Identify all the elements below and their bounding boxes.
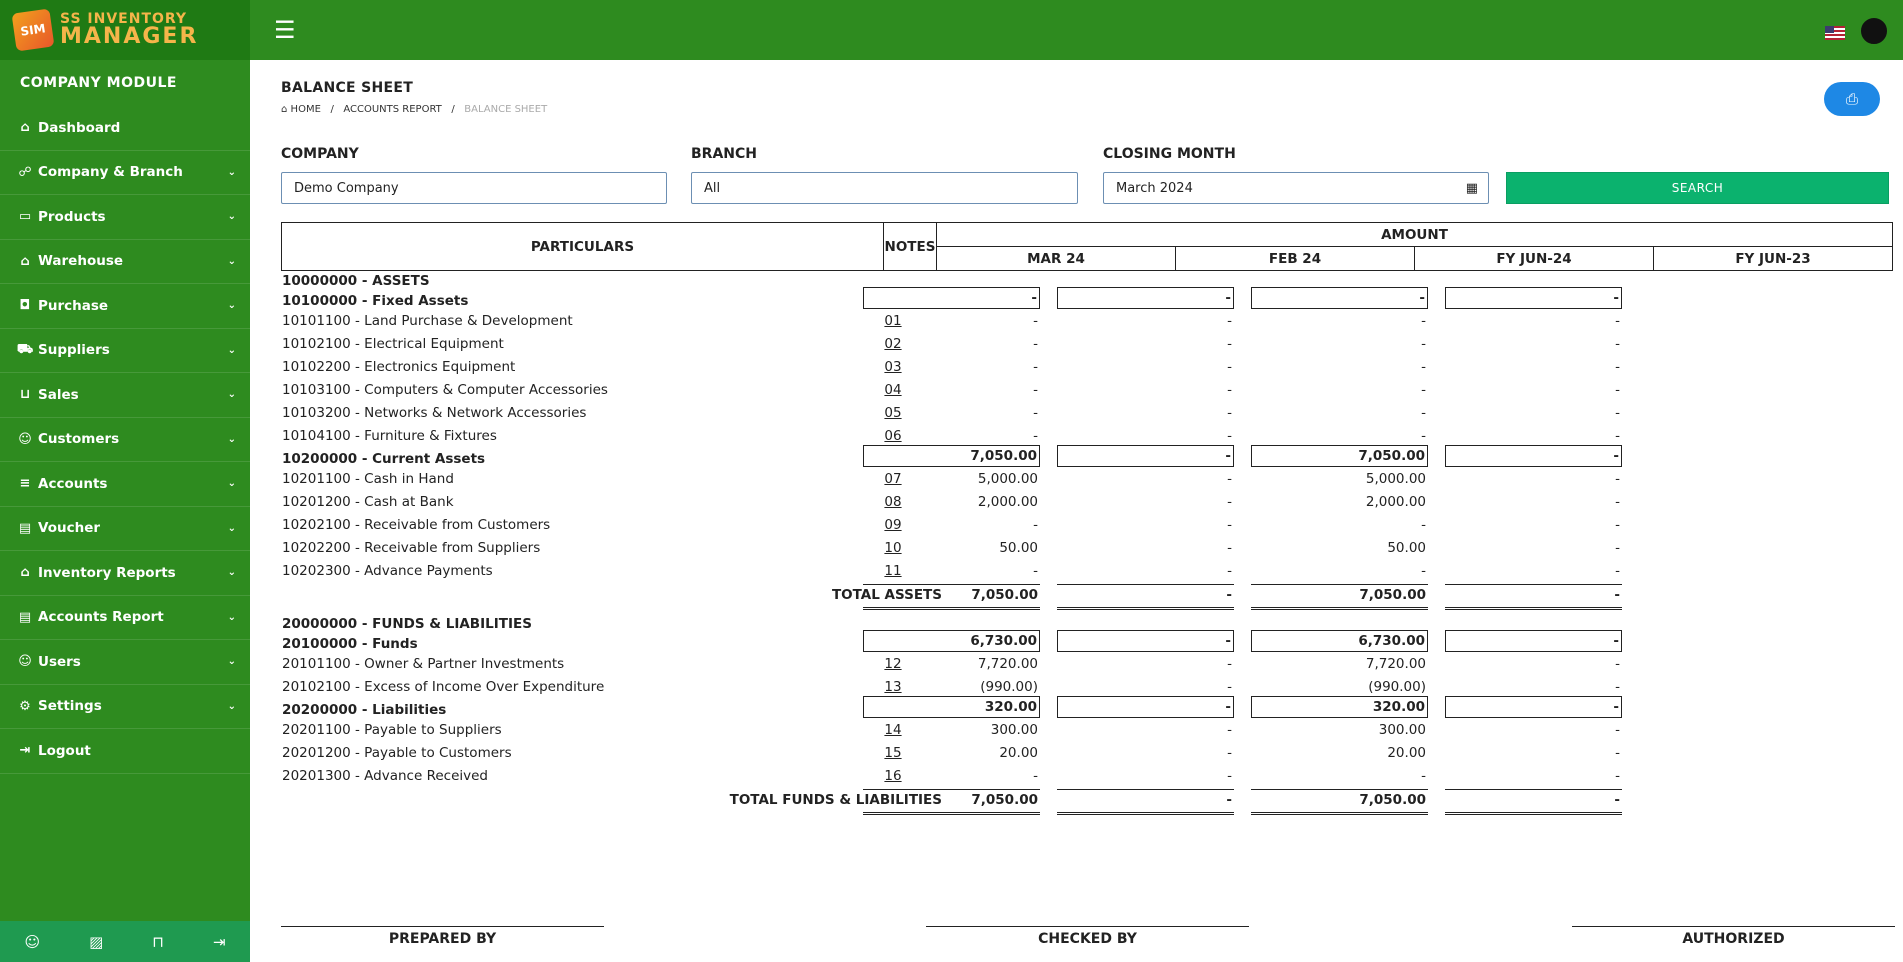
closing-month-input[interactable] bbox=[1103, 172, 1489, 204]
table-row bbox=[281, 333, 1893, 356]
total-label: TOTAL FUNDS & LIABILITIES bbox=[729, 792, 942, 808]
chevron-down-icon: ⌄ bbox=[227, 656, 236, 668]
sidebar-item-label: Users bbox=[38, 653, 81, 670]
note-link[interactable]: 09 bbox=[884, 517, 902, 533]
amount-cell: 7,050.00 bbox=[1251, 445, 1428, 467]
amount-cell: 6,730.00 bbox=[863, 630, 1040, 652]
amount-cell: - bbox=[1227, 494, 1232, 510]
table-row bbox=[281, 537, 1893, 560]
amount-cell: - bbox=[1445, 789, 1622, 815]
amount-cell: - bbox=[1445, 630, 1622, 652]
sidebar-item-logout[interactable] bbox=[0, 729, 250, 774]
table-row bbox=[281, 699, 1893, 719]
notes-header: NOTES bbox=[883, 222, 937, 271]
column-header: FY JUN-24 bbox=[1414, 246, 1654, 271]
table-row bbox=[281, 379, 1893, 402]
sidebar-item-label: Company & Branch bbox=[38, 164, 183, 181]
amount-cell: - bbox=[1033, 768, 1038, 784]
amount-cell: - bbox=[1057, 696, 1234, 718]
chevron-down-icon: ⌄ bbox=[227, 389, 236, 401]
chevron-down-icon: ⌄ bbox=[227, 211, 236, 223]
us-flag-icon[interactable] bbox=[1825, 26, 1845, 40]
amount-cell: - bbox=[1227, 471, 1232, 487]
amount-cell: - bbox=[1057, 584, 1234, 610]
amount-cell: - bbox=[1227, 428, 1232, 444]
amount-cell: - bbox=[1615, 722, 1620, 738]
amount-cell: 300.00 bbox=[990, 722, 1038, 738]
amount-cell: - bbox=[1227, 382, 1232, 398]
chevron-down-icon: ⌄ bbox=[227, 166, 236, 178]
amount-cell: - bbox=[1615, 313, 1620, 329]
logo-text-top: SS INVENTORY bbox=[60, 11, 188, 27]
branch-select[interactable]: All bbox=[691, 172, 1078, 204]
amount-cell: - bbox=[1057, 445, 1234, 467]
particular-label: 10103100 - Computers & Computer Accessories bbox=[282, 382, 608, 398]
amount-cell: - bbox=[1421, 382, 1426, 398]
image-icon[interactable]: ▨ bbox=[89, 932, 104, 951]
amount-cell: 2,000.00 bbox=[1365, 494, 1426, 510]
sidebar-item-label: Suppliers bbox=[38, 342, 110, 359]
amount-cell: (990.00) bbox=[980, 679, 1038, 695]
note-link[interactable]: 15 bbox=[884, 745, 902, 761]
table-row bbox=[281, 468, 1893, 491]
amount-cell: - bbox=[1615, 656, 1620, 672]
profile-icon[interactable]: ☺ bbox=[24, 932, 41, 951]
sidebar bbox=[0, 0, 250, 962]
table-row bbox=[281, 356, 1893, 379]
logout-icon[interactable]: ⇥ bbox=[212, 932, 226, 951]
warehouse-icon: ⌂ bbox=[20, 253, 30, 269]
amount-cell: - bbox=[1227, 563, 1232, 579]
amount-cell: - bbox=[1227, 722, 1232, 738]
sidebar-item-label: Products bbox=[38, 208, 106, 225]
closing-month-label: CLOSING MONTH bbox=[1103, 146, 1236, 162]
amount-cell: 6,730.00 bbox=[1251, 630, 1428, 652]
amount-cell: - bbox=[1615, 679, 1620, 695]
warehouse-report-icon: ⌂ bbox=[20, 565, 30, 581]
amount-cell: - bbox=[1033, 313, 1038, 329]
particular-label: 20000000 - FUNDS & LIABILITIES bbox=[282, 616, 532, 632]
page-title: BALANCE SHEET bbox=[281, 80, 414, 96]
particular-label: 10200000 - Current Assets bbox=[282, 451, 486, 467]
sidebar-item-suppliers[interactable] bbox=[0, 329, 250, 374]
particular-label: 10201200 - Cash at Bank bbox=[282, 494, 454, 510]
amount-cell: 7,050.00 bbox=[863, 584, 1040, 610]
sidebar-item-products[interactable] bbox=[0, 195, 250, 240]
amount-cell: - bbox=[1615, 494, 1620, 510]
amount-cell: - bbox=[1421, 517, 1426, 533]
sidebar-item-settings[interactable] bbox=[0, 685, 250, 730]
table-row bbox=[281, 402, 1893, 425]
amount-cell: 5,000.00 bbox=[1365, 471, 1426, 487]
sidebar-item-label: Settings bbox=[38, 698, 102, 715]
breadcrumb-separator: / bbox=[330, 104, 334, 115]
chevron-down-icon: ⌄ bbox=[227, 611, 236, 623]
logo-text-bottom: MANAGER bbox=[60, 24, 199, 49]
amount-cell: - bbox=[1227, 540, 1232, 556]
company-select[interactable]: Demo Company bbox=[281, 172, 667, 204]
sidebar-nav bbox=[0, 106, 250, 774]
amount-cell: - bbox=[1615, 359, 1620, 375]
amount-cell: 5,000.00 bbox=[977, 471, 1038, 487]
table-row bbox=[281, 719, 1893, 742]
breadcrumb-accounts-report[interactable]: ACCOUNTS REPORT bbox=[343, 104, 442, 115]
note-link[interactable]: 03 bbox=[884, 359, 902, 375]
amount-cell: 320.00 bbox=[863, 696, 1040, 718]
sidebar-item-dashboard[interactable] bbox=[0, 106, 250, 151]
sidebar-item-voucher[interactable] bbox=[0, 507, 250, 552]
sidebar-item-label: Sales bbox=[38, 386, 79, 403]
amount-cell: - bbox=[1033, 563, 1038, 579]
amount-cell: - bbox=[1615, 563, 1620, 579]
filter-bar bbox=[281, 146, 1891, 208]
breadcrumb bbox=[281, 104, 547, 115]
table-row bbox=[281, 514, 1893, 537]
table-row bbox=[281, 491, 1893, 514]
amount-cell: - bbox=[1057, 630, 1234, 652]
amount-cell: - bbox=[1615, 336, 1620, 352]
amount-cell: - bbox=[1445, 696, 1622, 718]
gear-icon: ⚙ bbox=[19, 698, 31, 714]
app-logo[interactable] bbox=[0, 0, 250, 60]
particular-label: 10102100 - Electrical Equipment bbox=[282, 336, 504, 352]
amount-cell: - bbox=[1445, 287, 1622, 309]
particular-label: 10104100 - Furniture & Fixtures bbox=[282, 428, 497, 444]
particular-label: 10102200 - Electronics Equipment bbox=[282, 359, 516, 375]
truck-icon: ⛟ bbox=[16, 341, 34, 357]
search-button[interactable]: SEARCH bbox=[1506, 172, 1889, 204]
amount-cell: - bbox=[1227, 405, 1232, 421]
table-row bbox=[281, 448, 1893, 468]
home-icon: ⌂ bbox=[281, 104, 288, 115]
note-link[interactable]: 05 bbox=[884, 405, 902, 421]
particular-label: 10202200 - Receivable from Suppliers bbox=[282, 540, 541, 556]
top-bar bbox=[250, 0, 1903, 60]
amount-cell: - bbox=[1615, 517, 1620, 533]
amount-cell: - bbox=[1227, 517, 1232, 533]
amount-cell: - bbox=[1033, 382, 1038, 398]
branch-label: BRANCH bbox=[691, 146, 757, 162]
table-row bbox=[281, 310, 1893, 333]
sidebar-item-label: Accounts bbox=[38, 475, 108, 492]
note-link[interactable]: 08 bbox=[884, 494, 902, 510]
amount-cell: - bbox=[1227, 745, 1232, 761]
sidebar-item-purchase[interactable] bbox=[0, 284, 250, 329]
module-title: COMPANY MODULE bbox=[20, 75, 177, 91]
home-icon: ⌂ bbox=[20, 120, 30, 136]
amount-cell: - bbox=[1227, 679, 1232, 695]
sidebar-footer bbox=[0, 921, 250, 962]
note-link[interactable]: 14 bbox=[884, 722, 902, 738]
amount-cell: - bbox=[1421, 768, 1426, 784]
avatar[interactable] bbox=[1859, 16, 1889, 46]
table-row bbox=[281, 633, 1893, 653]
amount-cell: - bbox=[863, 287, 1040, 309]
particular-label: 20201300 - Advance Received bbox=[282, 768, 488, 784]
amount-cell: - bbox=[1421, 336, 1426, 352]
table-row bbox=[281, 560, 1893, 583]
authorized-signature: AUTHORIZED bbox=[1572, 926, 1895, 947]
sidebar-item-label: Warehouse bbox=[38, 253, 124, 270]
amount-cell: 20.00 bbox=[999, 745, 1038, 761]
amount-cell: - bbox=[1615, 540, 1620, 556]
amount-cell: - bbox=[1227, 768, 1232, 784]
sidebar-item-label: Inventory Reports bbox=[38, 564, 176, 581]
printer-icon: ⎙ bbox=[1845, 90, 1858, 108]
amount-cell: - bbox=[1421, 405, 1426, 421]
amount-cell: - bbox=[1251, 287, 1428, 309]
sidebar-item-label: Voucher bbox=[38, 520, 101, 537]
amount-cell: - bbox=[1033, 517, 1038, 533]
chevron-down-icon: ⌄ bbox=[227, 344, 236, 356]
chevron-down-icon: ⌄ bbox=[227, 300, 236, 312]
breadcrumb-current: BALANCE SHEET bbox=[464, 104, 548, 115]
particular-label: 20100000 - Funds bbox=[282, 636, 418, 652]
main-content bbox=[250, 60, 1903, 962]
amount-cell: - bbox=[1033, 336, 1038, 352]
amount-cell: - bbox=[1615, 405, 1620, 421]
particular-label: 10202300 - Advance Payments bbox=[282, 563, 493, 579]
table-row bbox=[281, 788, 1893, 818]
particular-label: 20201200 - Payable to Customers bbox=[282, 745, 512, 761]
menu-toggle-icon[interactable]: ☰ bbox=[274, 16, 296, 44]
sidebar-item-label: Purchase bbox=[38, 297, 109, 314]
chevron-down-icon: ⌄ bbox=[227, 522, 236, 534]
amount-cell: - bbox=[1227, 313, 1232, 329]
list-icon: ≡ bbox=[19, 476, 31, 492]
amount-cell: 7,050.00 bbox=[863, 789, 1040, 815]
note-link[interactable]: 16 bbox=[884, 768, 902, 784]
closing-month-value: March 2024 bbox=[1116, 180, 1193, 196]
sidebar-item-users[interactable] bbox=[0, 640, 250, 685]
amount-cell: - bbox=[1033, 428, 1038, 444]
users-icon: ☺ bbox=[18, 654, 32, 670]
amount-cell: - bbox=[1057, 287, 1234, 309]
logout-icon: ⇥ bbox=[19, 743, 31, 759]
amount-cell: - bbox=[1421, 313, 1426, 329]
particular-label: 10101100 - Land Purchase & Development bbox=[282, 313, 573, 329]
note-link[interactable]: 02 bbox=[884, 336, 902, 352]
note-link[interactable]: 10 bbox=[884, 540, 902, 556]
amount-cell: - bbox=[1033, 405, 1038, 421]
logo-badge: SIM bbox=[12, 9, 55, 52]
amount-cell: 7,720.00 bbox=[977, 656, 1038, 672]
chevron-down-icon: ⌄ bbox=[227, 255, 236, 267]
particular-label: 10201100 - Cash in Hand bbox=[282, 471, 454, 487]
basket-icon: ⊔ bbox=[19, 387, 31, 403]
amount-cell: - bbox=[1227, 359, 1232, 375]
amount-cell: 7,050.00 bbox=[863, 445, 1040, 467]
note-link[interactable]: 11 bbox=[884, 563, 902, 579]
note-link[interactable]: 12 bbox=[884, 656, 902, 672]
lock-icon[interactable]: ⊓ bbox=[152, 932, 164, 951]
table-row bbox=[281, 583, 1893, 613]
total-label: TOTAL ASSETS bbox=[831, 587, 942, 603]
user-icon: ☺ bbox=[18, 431, 32, 447]
note-link[interactable]: 07 bbox=[884, 471, 902, 487]
note-link[interactable]: 06 bbox=[884, 428, 902, 444]
sidebar-item-company-branch[interactable] bbox=[0, 151, 250, 196]
sidebar-item-inventory-reports[interactable] bbox=[0, 551, 250, 596]
calendar-icon[interactable]: ▦ bbox=[1465, 180, 1478, 196]
sidebar-item-customers[interactable] bbox=[0, 418, 250, 463]
amount-cell: - bbox=[1033, 359, 1038, 375]
amount-cell: - bbox=[1227, 336, 1232, 352]
note-link[interactable]: 01 bbox=[884, 313, 902, 329]
breadcrumb-separator: / bbox=[451, 104, 455, 115]
column-header: FEB 24 bbox=[1175, 246, 1415, 271]
particular-label: 20201100 - Payable to Suppliers bbox=[282, 722, 502, 738]
particular-label: 10000000 - ASSETS bbox=[282, 273, 430, 289]
amount-cell: (990.00) bbox=[1368, 679, 1426, 695]
checked-by-signature: CHECKED BY bbox=[926, 926, 1249, 947]
sidebar-item-label: Customers bbox=[38, 431, 120, 448]
chevron-down-icon: ⌄ bbox=[227, 700, 236, 712]
particular-label: 20102100 - Excess of Income Over Expenditure bbox=[282, 679, 605, 695]
particular-label: 10103200 - Networks & Network Accessories bbox=[282, 405, 587, 421]
file-report-icon: ▤ bbox=[18, 609, 32, 625]
box-icon: ▭ bbox=[18, 209, 32, 225]
sidebar-item-label: Accounts Report bbox=[38, 609, 164, 626]
chevron-down-icon: ⌄ bbox=[227, 433, 236, 445]
particular-label: 10100000 - Fixed Assets bbox=[282, 293, 469, 309]
prepared-by-signature: PREPARED BY bbox=[281, 926, 604, 947]
table-body bbox=[281, 270, 1893, 818]
sidebar-item-label: Logout bbox=[38, 742, 91, 759]
amount-cell: - bbox=[1615, 428, 1620, 444]
document-icon: ▤ bbox=[18, 520, 32, 536]
column-header: MAR 24 bbox=[936, 246, 1176, 271]
particulars-header: PARTICULARS bbox=[281, 222, 884, 271]
sidebar-item-sales[interactable] bbox=[0, 373, 250, 418]
particular-label: 20101100 - Owner & Partner Investments bbox=[282, 656, 565, 672]
amount-cell: - bbox=[1615, 471, 1620, 487]
amount-cell: - bbox=[1615, 745, 1620, 761]
amount-cell: 2,000.00 bbox=[977, 494, 1038, 510]
column-header: FY JUN-23 bbox=[1653, 246, 1893, 271]
shopping-bag-icon: ◘ bbox=[19, 298, 31, 314]
sidebar-item-label: Dashboard bbox=[38, 119, 121, 136]
breadcrumb-home[interactable]: HOME bbox=[290, 104, 321, 115]
amount-cell: 320.00 bbox=[1251, 696, 1428, 718]
balance-sheet-table bbox=[281, 222, 1893, 818]
particular-label: 20200000 - Liabilities bbox=[282, 702, 447, 718]
table-row bbox=[281, 290, 1893, 310]
amount-cell: 7,720.00 bbox=[1365, 656, 1426, 672]
table-row bbox=[281, 765, 1893, 788]
note-link[interactable]: 13 bbox=[884, 679, 902, 695]
amount-cell: - bbox=[1421, 428, 1426, 444]
amount-cell: - bbox=[1445, 584, 1622, 610]
chevron-down-icon: ⌄ bbox=[227, 567, 236, 579]
amount-cell: - bbox=[1615, 768, 1620, 784]
sitemap-icon: ☍ bbox=[18, 164, 32, 180]
sidebar-item-accounts[interactable] bbox=[0, 462, 250, 507]
amount-cell: - bbox=[1615, 382, 1620, 398]
amount-cell: 300.00 bbox=[1378, 722, 1426, 738]
amount-cell: - bbox=[1421, 359, 1426, 375]
table-row bbox=[281, 742, 1893, 765]
print-button[interactable] bbox=[1824, 82, 1880, 116]
amount-cell: 7,050.00 bbox=[1251, 789, 1428, 815]
sidebar-item-warehouse[interactable] bbox=[0, 240, 250, 285]
amount-cell: - bbox=[1445, 445, 1622, 467]
amount-header: AMOUNT bbox=[936, 222, 1893, 247]
amount-cell: 50.00 bbox=[1387, 540, 1426, 556]
amount-cell: - bbox=[1421, 563, 1426, 579]
amount-cell: 20.00 bbox=[1387, 745, 1426, 761]
sidebar-item-accounts-report[interactable] bbox=[0, 596, 250, 641]
chevron-down-icon: ⌄ bbox=[227, 478, 236, 490]
amount-cell: - bbox=[1057, 789, 1234, 815]
amount-cell: - bbox=[1227, 656, 1232, 672]
amount-cell: 7,050.00 bbox=[1251, 584, 1428, 610]
note-link[interactable]: 04 bbox=[884, 382, 902, 398]
company-label: COMPANY bbox=[281, 146, 359, 162]
table-row bbox=[281, 653, 1893, 676]
particular-label: 10202100 - Receivable from Customers bbox=[282, 517, 551, 533]
amount-cell: 50.00 bbox=[999, 540, 1038, 556]
